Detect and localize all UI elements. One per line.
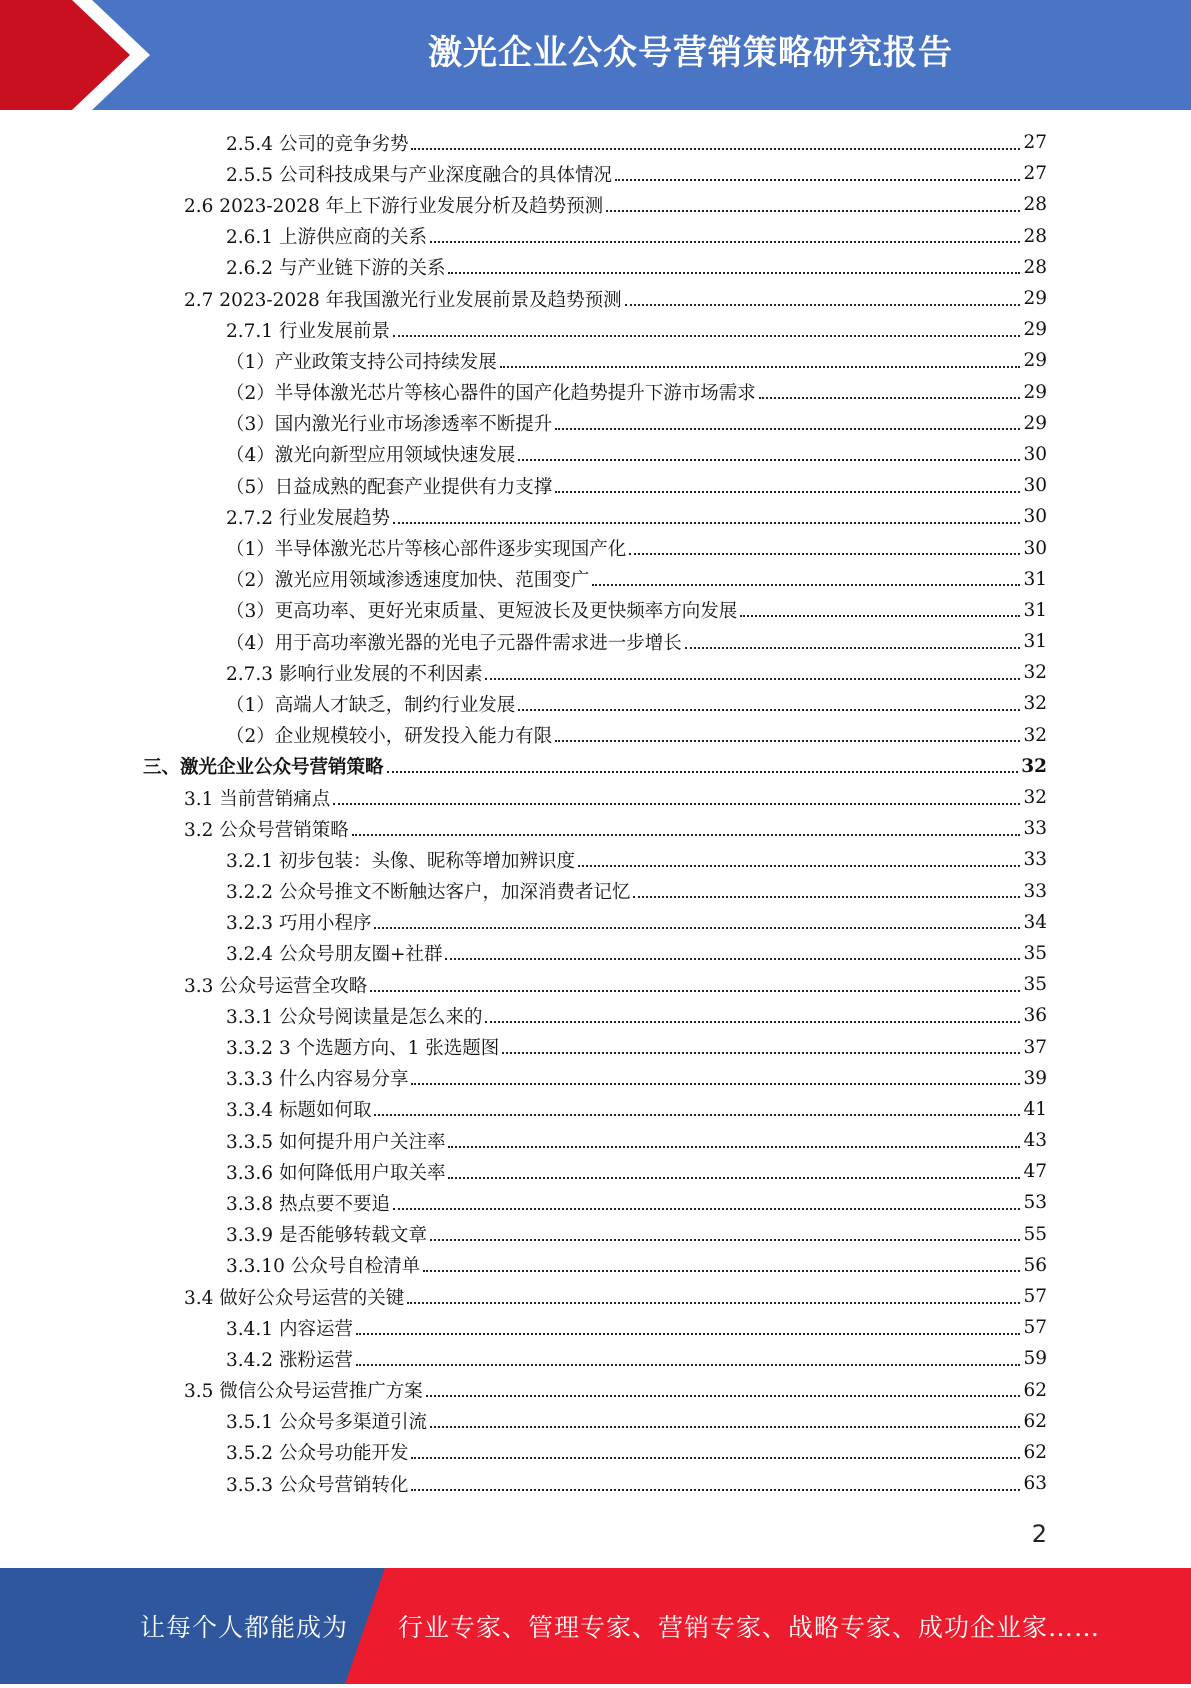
toc-entry[interactable] <box>0 1000 1191 1031</box>
toc-entry-label: 3.2.2 公众号推文不断触达客户，加深消费者记忆 <box>226 882 631 904</box>
toc-dot-leader <box>578 865 1020 867</box>
toc-entry[interactable] <box>0 1343 1191 1374</box>
toc-dot-leader <box>393 335 1020 337</box>
toc-entry-page: 57 <box>1023 1317 1047 1339</box>
toc-entry-label: 2.5.4 公司的竞争劣势 <box>226 133 409 155</box>
toc-entry-page: 32 <box>1021 755 1047 777</box>
page-footer <box>0 1568 1191 1684</box>
footer-slogan-left: 让每个人都能成为 <box>140 1613 349 1642</box>
toc-dot-leader <box>633 896 1020 898</box>
toc-dot-leader <box>411 1457 1020 1459</box>
toc-entry[interactable] <box>0 501 1191 532</box>
toc-entry-label: 3.5.3 公众号营销转化 <box>226 1474 409 1496</box>
toc-entry[interactable] <box>0 1437 1191 1468</box>
toc-entry-page: 27 <box>1023 132 1047 154</box>
toc-entry-label: 3.5.1 公众号多渠道引流 <box>226 1412 427 1434</box>
toc-entry-page: 28 <box>1023 225 1047 247</box>
toc-entry[interactable] <box>0 751 1191 782</box>
toc-entry-label: （2）激光应用领域渗透速度加快、范围变广 <box>226 570 590 592</box>
toc-entry-page: 32 <box>1023 787 1047 809</box>
toc-entry-page: 30 <box>1023 443 1047 465</box>
toc-entry[interactable] <box>0 345 1191 376</box>
toc-dot-leader <box>430 241 1020 243</box>
page-number: 2 <box>1031 1520 1047 1548</box>
toc-entry-label: 3.3.9 是否能够转载文章 <box>226 1225 427 1247</box>
toc-entry-label: 3.1 当前营销痛点 <box>184 788 331 810</box>
toc-dot-leader <box>333 803 1020 805</box>
toc-entry[interactable] <box>0 1187 1191 1218</box>
toc-entry[interactable] <box>0 221 1191 252</box>
toc-entry[interactable] <box>0 844 1191 875</box>
toc-entry-label: 2.7.3 影响行业发展的不利因素 <box>226 663 483 685</box>
toc-entry-page: 37 <box>1023 1036 1047 1058</box>
toc-entry-label: 3.3.6 如何降低用户取关率 <box>226 1162 446 1184</box>
toc-entry-page: 29 <box>1023 350 1047 372</box>
toc-dot-leader <box>629 553 1020 555</box>
toc-entry-page: 47 <box>1023 1161 1047 1183</box>
toc-entry[interactable] <box>0 907 1191 938</box>
toc-dot-leader <box>759 397 1021 399</box>
toc-entry-label: 3.3.2 3 个选题方向、1 张选题图 <box>226 1038 500 1060</box>
toc-entry-page: 31 <box>1023 568 1047 590</box>
toc-dot-leader <box>426 1395 1021 1397</box>
toc-entry-page: 62 <box>1023 1379 1047 1401</box>
toc-entry[interactable] <box>0 532 1191 563</box>
toc-dot-leader <box>411 1489 1020 1491</box>
toc-entry[interactable] <box>0 158 1191 189</box>
toc-entry-label: 2.6.2 与产业链下游的关系 <box>226 258 446 280</box>
toc-entry-page: 35 <box>1023 974 1047 996</box>
toc-entry-page: 28 <box>1023 256 1047 278</box>
toc-entry-label: 3.3 公众号运营全攻略 <box>184 975 368 997</box>
toc-entry-label: 3.3.8 热点要不要追 <box>226 1193 390 1215</box>
toc-entry[interactable] <box>0 439 1191 470</box>
toc-entry-label: 2.5.5 公司科技成果与产业深度融合的具体情况 <box>226 164 612 186</box>
toc-entry[interactable] <box>0 1031 1191 1062</box>
toc-dot-leader <box>356 1364 1021 1366</box>
toc-entry-page: 56 <box>1023 1254 1047 1276</box>
toc-entry-page: 34 <box>1023 911 1047 933</box>
toc-entry-page: 32 <box>1023 724 1047 746</box>
toc-entry-page: 62 <box>1023 1441 1047 1463</box>
toc-entry-label: 3.3.10 公众号自检清单 <box>226 1256 421 1278</box>
toc-dot-leader <box>356 1333 1021 1335</box>
toc-dot-leader <box>352 834 1021 836</box>
toc-dot-leader <box>370 990 1020 992</box>
toc-entry[interactable] <box>0 408 1191 439</box>
toc-entry-label: 3.5.2 公众号功能开发 <box>226 1443 409 1465</box>
toc-entry[interactable] <box>0 720 1191 751</box>
toc-entry-label: 3.2.1 初步包装：头像、昵称等增加辨识度 <box>226 850 575 872</box>
toc-entry-page: 33 <box>1023 880 1047 902</box>
toc-dot-leader <box>393 522 1020 524</box>
toc-entry-page: 62 <box>1023 1410 1047 1432</box>
toc-dot-leader <box>387 771 1019 773</box>
toc-entry-label: （1）高端人才缺乏，制约行业发展 <box>226 694 516 716</box>
toc-entry-label: 3.4 做好公众号运营的关键 <box>184 1287 405 1309</box>
toc-entry-label: 2.6 2023-2028 年上下游行业发展分析及趋势预测 <box>184 195 604 217</box>
toc-entry-page: 33 <box>1023 849 1047 871</box>
toc-entry[interactable] <box>0 1406 1191 1437</box>
toc-entry-label: 3.5 微信公众号运营推广方案 <box>184 1381 423 1403</box>
toc-entry[interactable] <box>0 1281 1191 1312</box>
toc-entry-page: 59 <box>1023 1348 1047 1370</box>
toc-entry-page: 31 <box>1023 631 1047 653</box>
toc-dot-leader <box>500 366 1021 368</box>
report-title: 激光企业公众号营销策略研究报告 <box>428 33 953 73</box>
toc-entry-label: 3.4.2 涨粉运营 <box>226 1349 353 1371</box>
toc-entry[interactable] <box>0 657 1191 688</box>
toc-entry-page: 39 <box>1023 1067 1047 1089</box>
toc-entry-label: （3）国内激光行业市场渗透率不断提升 <box>226 414 553 436</box>
toc-entry[interactable] <box>0 377 1191 408</box>
toc-entry-label: 2.7.1 行业发展前景 <box>226 320 390 342</box>
toc-entry-label: 2.7.2 行业发展趋势 <box>226 507 390 529</box>
toc-dot-leader <box>592 584 1020 586</box>
toc-dot-leader <box>555 491 1020 493</box>
toc-entry-label: （3）更高功率、更好光束质量、更短波长及更快频率方向发展 <box>226 601 738 623</box>
toc-entry-page: 29 <box>1023 412 1047 434</box>
toc-entry-page: 32 <box>1023 693 1047 715</box>
toc-entry[interactable] <box>0 595 1191 626</box>
toc-entry-label: 3.2.3 巧用小程序 <box>226 913 372 935</box>
toc-entry-label: 3.3.3 什么内容易分享 <box>226 1069 409 1091</box>
toc-dot-leader <box>606 210 1020 212</box>
toc-entry[interactable] <box>0 1219 1191 1250</box>
toc-entry-page: 30 <box>1023 506 1047 528</box>
toc-entry-page: 32 <box>1023 662 1047 684</box>
toc-entry-label: 3.3.1 公众号阅读量是怎么来的 <box>226 1006 483 1028</box>
toc-entry-page: 55 <box>1023 1223 1047 1245</box>
toc-entry-label: 2.7 2023-2028 年我国激光行业发展前景及趋势预测 <box>184 289 622 311</box>
toc-dot-leader <box>518 459 1020 461</box>
toc-entry[interactable] <box>0 969 1191 1000</box>
toc-entry[interactable] <box>0 1094 1191 1125</box>
toc-dot-leader <box>423 1270 1020 1272</box>
toc-dot-leader <box>485 1021 1020 1023</box>
toc-entry[interactable] <box>0 189 1191 220</box>
toc-entry-label: （4）用于高功率激光器的光电子元器件需求进一步增长 <box>226 632 682 654</box>
toc-entry-page: 41 <box>1023 1098 1047 1120</box>
toc-dot-leader <box>448 1146 1020 1148</box>
toc-entry-label: （1）半导体激光芯片等核心部件逐步实现国产化 <box>226 539 627 561</box>
toc-entry[interactable] <box>0 876 1191 907</box>
toc-entry[interactable] <box>0 1156 1191 1187</box>
toc-dot-leader <box>448 272 1020 274</box>
toc-entry[interactable] <box>0 782 1191 813</box>
toc-entry-label: 2.6.1 上游供应商的关系 <box>226 227 427 249</box>
toc-dot-leader <box>374 927 1020 929</box>
toc-entry[interactable] <box>0 127 1191 158</box>
header-red-chevron <box>0 0 160 110</box>
toc-entry[interactable] <box>0 564 1191 595</box>
toc-entry[interactable] <box>0 1250 1191 1281</box>
toc-entry-page: 29 <box>1023 381 1047 403</box>
toc-dot-leader <box>485 678 1020 680</box>
toc-entry-page: 36 <box>1023 1005 1047 1027</box>
toc-dot-leader <box>625 304 1021 306</box>
toc-dot-leader <box>374 1114 1020 1116</box>
toc-dot-leader <box>740 615 1020 617</box>
toc-entry-page: 30 <box>1023 475 1047 497</box>
toc-entry-page: 35 <box>1023 942 1047 964</box>
toc-entry-label: 三、激光企业公众号营销策略 <box>143 757 384 779</box>
toc-entry-label: （2）企业规模较小，研发投入能力有限 <box>226 726 553 748</box>
toc-entry-page: 28 <box>1023 194 1047 216</box>
toc-entry[interactable] <box>0 1063 1191 1094</box>
toc-entry-page: 33 <box>1023 818 1047 840</box>
toc-entry[interactable] <box>0 1312 1191 1343</box>
toc-dot-leader <box>615 179 1020 181</box>
toc-dot-leader <box>445 958 1020 960</box>
toc-entry-page: 27 <box>1023 163 1047 185</box>
toc-entry-page: 30 <box>1023 537 1047 559</box>
toc-dot-leader <box>555 740 1020 742</box>
toc-entry-page: 57 <box>1023 1286 1047 1308</box>
footer-slogan-right: 行业专家、管理专家、营销专家、战略专家、成功企业家…… <box>398 1613 1101 1642</box>
toc-entry[interactable] <box>0 813 1191 844</box>
toc-entry[interactable] <box>0 1468 1191 1499</box>
toc-dot-leader <box>411 1083 1020 1085</box>
toc-entry-label: 3.3.4 标题如何取 <box>226 1100 372 1122</box>
toc-entry-label: （2）半导体激光芯片等核心器件的国产化趋势提升下游市场需求 <box>226 383 756 405</box>
toc-entry-label: （1）产业政策支持公司持续发展 <box>226 351 497 373</box>
toc-entry[interactable] <box>0 688 1191 719</box>
toc-entry[interactable] <box>0 283 1191 314</box>
toc-entry-label: 3.3.5 如何提升用户关注率 <box>226 1131 446 1153</box>
toc-entry-page: 63 <box>1023 1473 1047 1495</box>
toc-dot-leader <box>393 1208 1020 1210</box>
toc-dot-leader <box>502 1052 1020 1054</box>
toc-entry-page: 53 <box>1023 1192 1047 1214</box>
toc-entry-label: （5）日益成熟的配套产业提供有力支撑 <box>226 476 553 498</box>
toc-dot-leader <box>430 1239 1020 1241</box>
toc-entry[interactable] <box>0 1375 1191 1406</box>
toc-entry[interactable] <box>0 938 1191 969</box>
toc-dot-leader <box>430 1426 1020 1428</box>
toc-entry[interactable] <box>0 626 1191 657</box>
toc-entry-page: 29 <box>1023 288 1047 310</box>
toc-entry-label: 3.2 公众号营销策略 <box>184 819 349 841</box>
toc-dot-leader <box>555 428 1020 430</box>
toc-entry[interactable] <box>0 314 1191 345</box>
toc-dot-leader <box>518 709 1020 711</box>
toc-dot-leader <box>411 148 1020 150</box>
toc-entry[interactable] <box>0 1125 1191 1156</box>
table-of-contents <box>0 127 1191 1499</box>
toc-entry-page: 29 <box>1023 319 1047 341</box>
toc-dot-leader <box>448 1177 1020 1179</box>
toc-entry-page: 43 <box>1023 1130 1047 1152</box>
toc-entry-label: 3.4.1 内容运营 <box>226 1318 353 1340</box>
toc-entry[interactable] <box>0 252 1191 283</box>
toc-entry[interactable] <box>0 470 1191 501</box>
toc-entry-label: 3.2.4 公众号朋友圈+社群 <box>226 944 443 966</box>
toc-entry-page: 31 <box>1023 599 1047 621</box>
page-header <box>0 0 1191 110</box>
toc-entry-label: （4）激光向新型应用领域快速发展 <box>226 445 516 467</box>
toc-dot-leader <box>407 1302 1020 1304</box>
toc-dot-leader <box>685 647 1021 649</box>
